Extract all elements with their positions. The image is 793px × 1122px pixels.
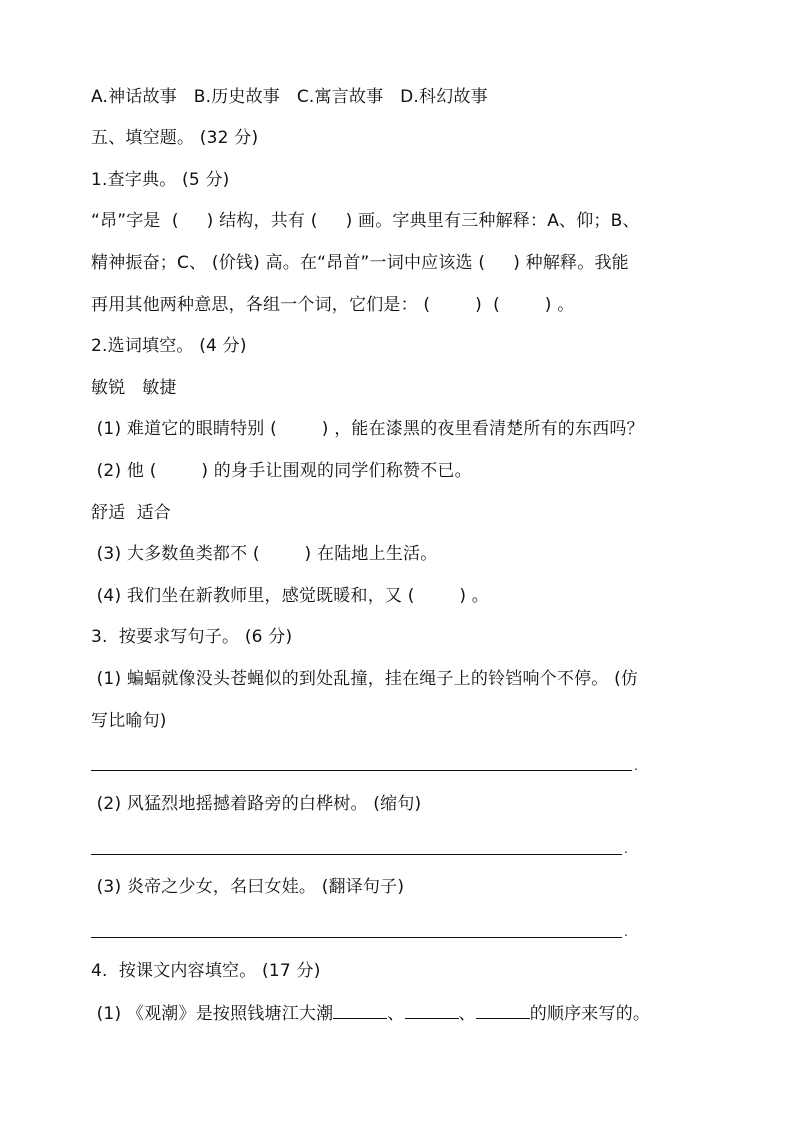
q4-item-1-blank-1[interactable] bbox=[333, 1002, 387, 1019]
q4-item-1-suffix: 的顺序来写的。 bbox=[529, 1004, 651, 1024]
q4-item-1-blank-3[interactable] bbox=[476, 1002, 530, 1019]
q3-item-3-answer-end: . bbox=[624, 925, 628, 939]
q2-item-4: (4) 我们坐在新教师里，感觉既暖和，又 ( ) 。 bbox=[91, 586, 489, 606]
q1-text-line-1: “昂”字是 ( ) 结构，共有 ( ) 画。字典里有三种解释：A、仰；B、 bbox=[91, 211, 640, 231]
q1-text-line-3: 再用其他两种意思，各组一个词，它们是： ( ) ( ) 。 bbox=[91, 295, 575, 315]
q1-text-line-2: 精神振奋；C、 (价钱) 高。在“昂首”一词中应该选 ( ) 种解释。我能 bbox=[91, 253, 629, 273]
q3-item-1-line-1: (1) 蝙蝠就像没头苍蝇似的到处乱撞，挂在绳子上的铃铛响个不停。 (仿 bbox=[91, 669, 639, 689]
q3-item-2: (2) 风猛烈地摇撼着路旁的白桦树。 (缩句) bbox=[91, 794, 422, 814]
q2-item-3: (3) 大多数鱼类都不 ( ) 在陆地上生活。 bbox=[91, 544, 438, 564]
q3-item-1-answer-end: . bbox=[634, 759, 638, 773]
q2-item-1: (1) 难道它的眼睛特别 ( ) ，能在漆黑的夜里看清楚所有的东西吗？ bbox=[91, 419, 644, 439]
q3-item-2-answer-line[interactable] bbox=[91, 854, 622, 855]
q4-title: 4. 按课文内容填空。 (17 分) bbox=[91, 961, 321, 981]
q2-item-2: (2) 他 ( ) 的身手让围观的同学们称赞不已。 bbox=[91, 461, 472, 481]
q3-item-3-answer-line[interactable] bbox=[91, 937, 622, 938]
q1-title: 1.查字典。 (5 分) bbox=[91, 170, 230, 190]
section-five-heading: 五、填空题。 (32 分) bbox=[91, 128, 259, 148]
q2-word-group-1: 敏锐 敏捷 bbox=[91, 378, 177, 398]
q4-item-1-blank-2[interactable] bbox=[405, 1002, 459, 1019]
q3-item-3: (3) 炎帝之少女，名曰女娃。 (翻译句子) bbox=[91, 877, 405, 897]
options-line: A.神话故事 B.历史故事 C.寓言故事 D.科幻故事 bbox=[91, 87, 488, 107]
q4-item-1-separator-2: 、 bbox=[458, 1004, 476, 1024]
q3-item-1-line-2: 写比喻句) bbox=[91, 711, 167, 731]
q2-title: 2.选词填空。 (4 分) bbox=[91, 336, 247, 356]
q4-item-1-separator-1: 、 bbox=[387, 1004, 405, 1024]
q4-item-1-prefix: (1) 《观潮》是按照钱塘江大潮 bbox=[91, 1004, 334, 1024]
q4-item-1 bbox=[91, 1002, 650, 1025]
q3-item-2-answer-end: . bbox=[624, 842, 628, 856]
q3-title: 3. 按要求写句子。 (6 分) bbox=[91, 627, 293, 647]
q2-word-group-2: 舒适 适合 bbox=[91, 503, 172, 523]
q3-item-1-answer-line[interactable] bbox=[91, 770, 632, 771]
